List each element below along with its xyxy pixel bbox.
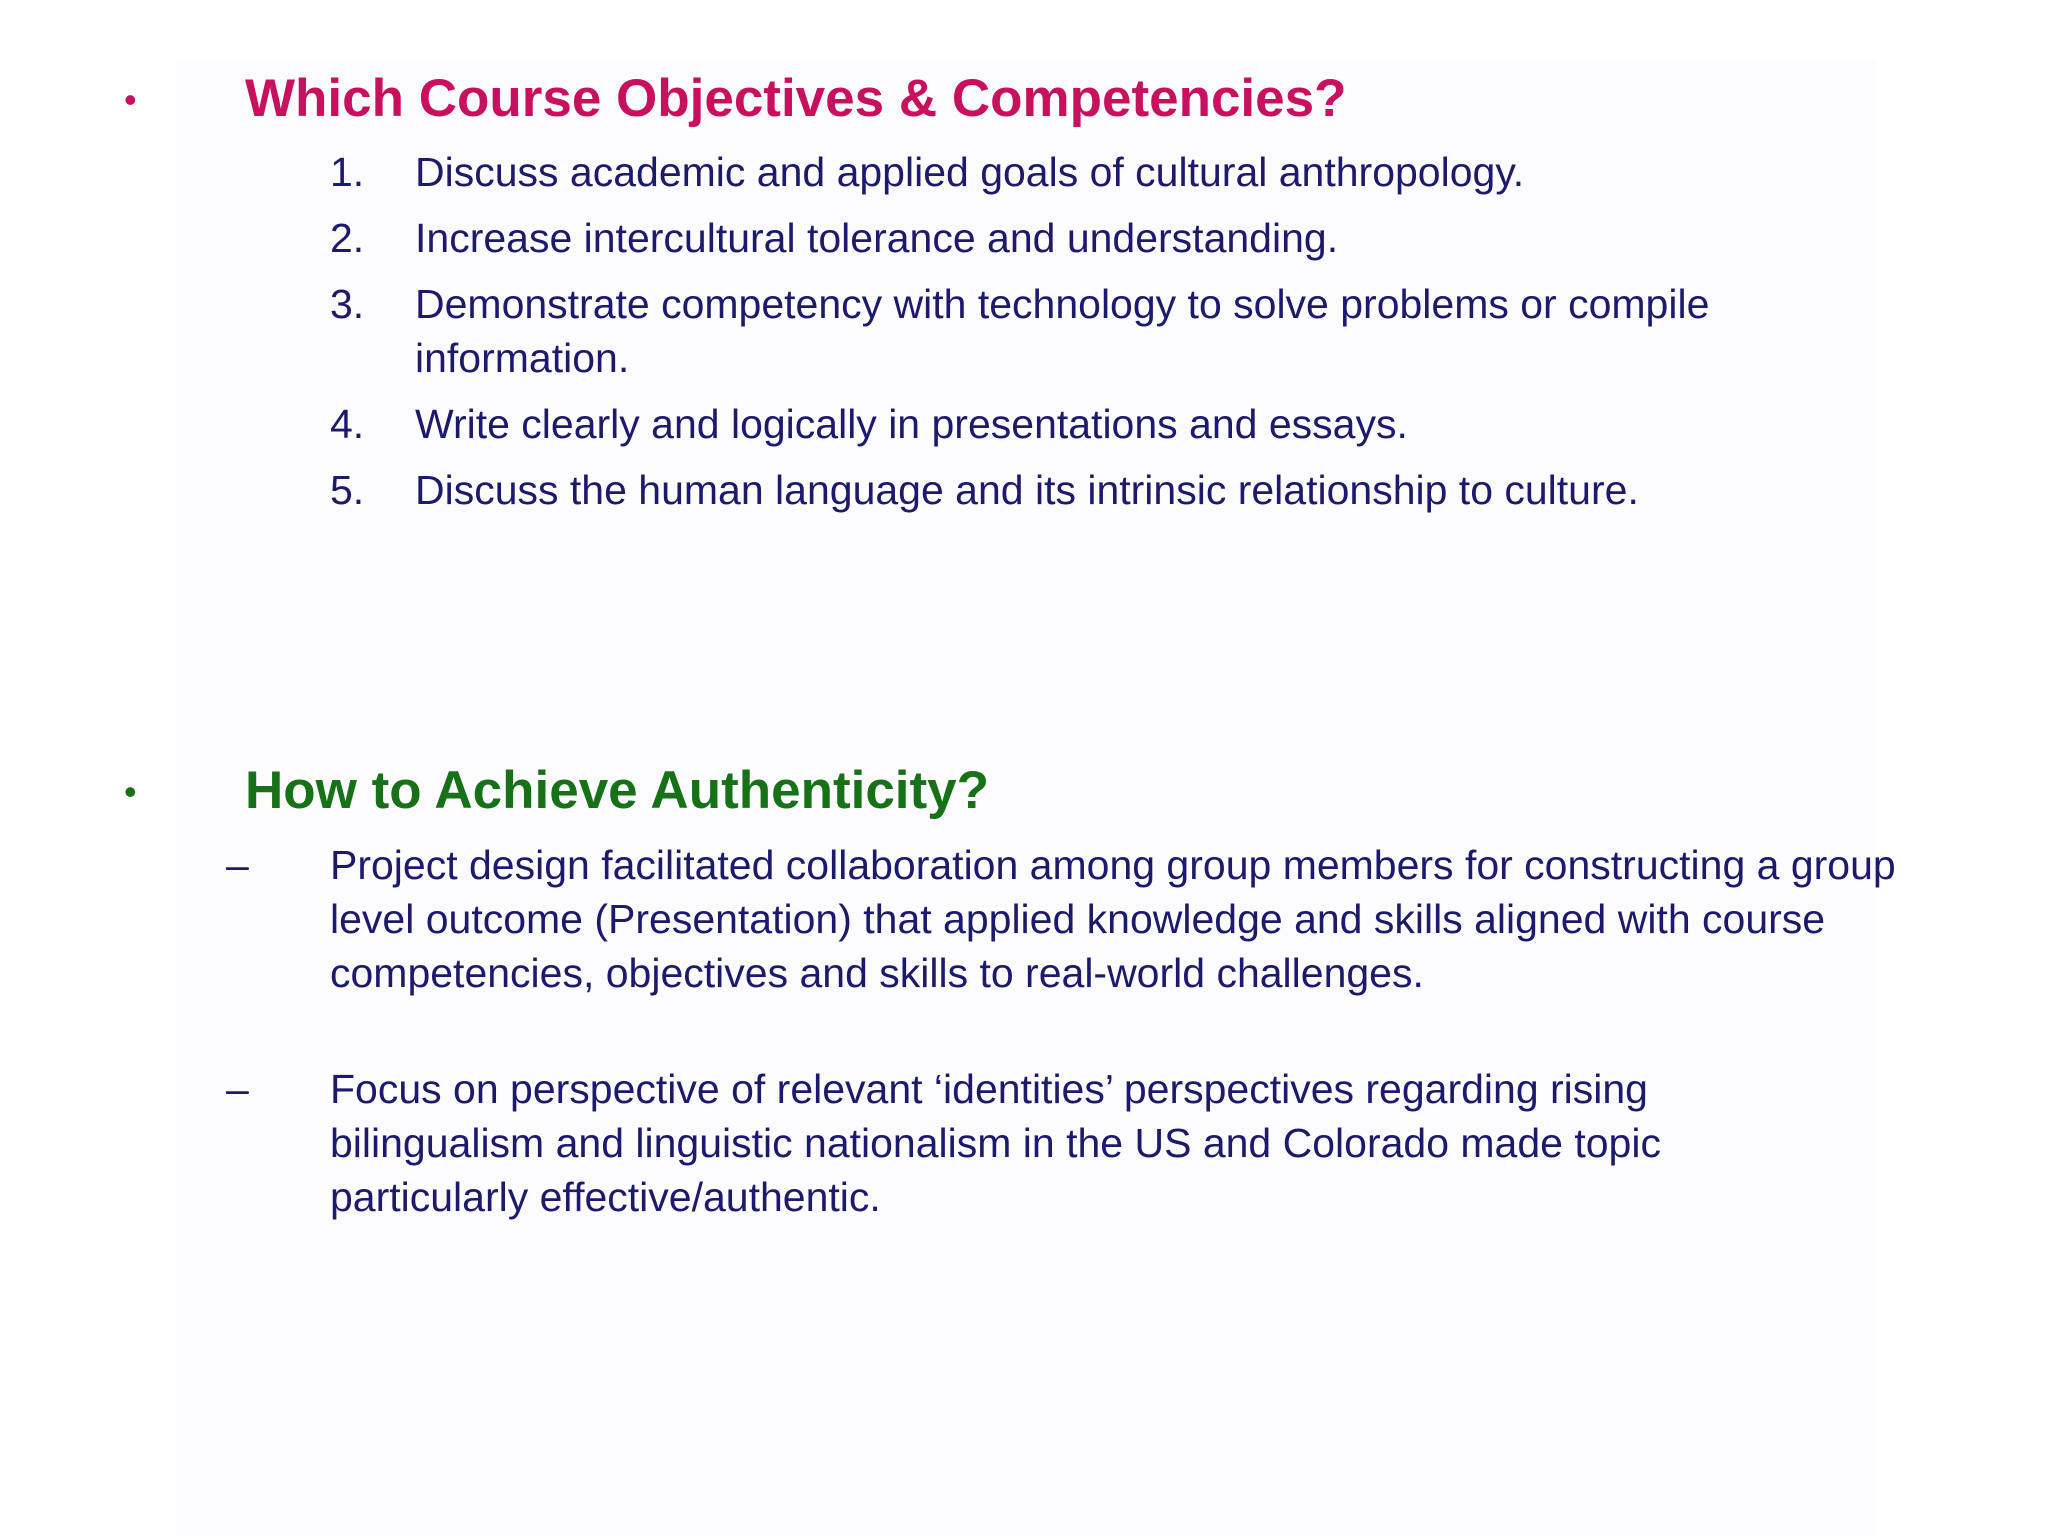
objective-text: Discuss the human language and its intrinsic relationship to culture. [415, 467, 1639, 513]
bullet-icon: • [124, 79, 137, 120]
section-objectives-heading: Which Course Objectives & Competencies? [245, 69, 1347, 128]
bullet-icon: • [124, 771, 137, 812]
dash-icon: – [226, 842, 249, 888]
authenticity-item [0, 1062, 1930, 1224]
objective-item [0, 211, 1885, 265]
objective-text: Write clearly and logically in presentations and essays. [415, 401, 1408, 447]
objective-text: Increase intercultural tolerance and understanding. [415, 215, 1339, 261]
section-authenticity-heading: How to Achieve Authenticity? [245, 761, 990, 820]
objective-number: 3. [330, 281, 365, 327]
objective-number: 2. [330, 215, 365, 261]
objective-number: 4. [330, 401, 365, 447]
dash-icon: – [226, 1066, 249, 1112]
objective-text: Discuss academic and applied goals of cultural anthropology. [415, 149, 1525, 195]
objective-item [0, 463, 1885, 517]
objective-item [0, 397, 1885, 451]
objective-text: Demonstrate competency with technology to solve problems or compile information. [415, 281, 1710, 381]
objective-number: 5. [330, 467, 365, 513]
authenticity-text: Focus on perspective of relevant ‘identities’ perspectives regarding rising bilingualism and linguistic nationalism in the US and Colorado made topic particularly effective/authentic. [330, 1066, 1661, 1220]
objective-item [0, 277, 1885, 385]
objective-item [0, 145, 1885, 199]
objective-number: 1. [330, 149, 365, 195]
authenticity-item [0, 838, 1930, 1000]
authenticity-list [0, 838, 1930, 1224]
objectives-list [0, 145, 1885, 517]
authenticity-text: Project design facilitated collaboration among group members for constructing a group level outcome (Presentation) that applied knowledge and skills aligned with course competencies, objectives and skills to real-world challenges. [330, 842, 1896, 996]
